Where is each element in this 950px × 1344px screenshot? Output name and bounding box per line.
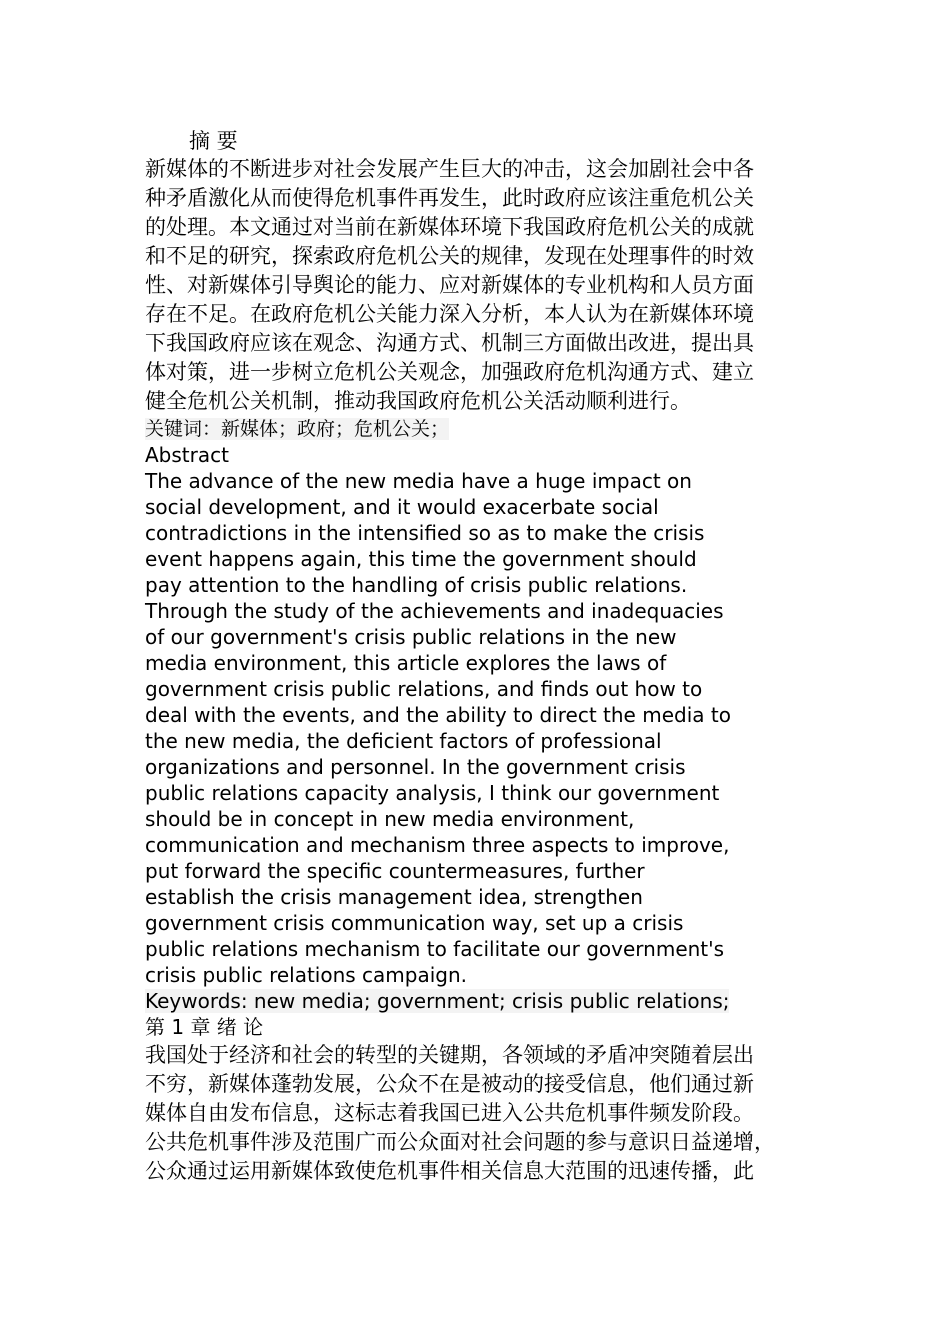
en-abstract-line: Through the study of the achievements and inadequacies: [145, 599, 724, 623]
en-abstract-heading: Abstract: [145, 443, 229, 467]
en-abstract-line: deal with the events, and the ability to direct the media to: [145, 703, 731, 727]
cn-keywords-text: 关键词：新媒体；政府；危机公关；: [145, 418, 450, 440]
chapter-body: [145, 1041, 805, 1186]
en-abstract-line: put forward the specific countermeasures, further: [145, 859, 645, 883]
cn-abstract-line: 下我国政府应该在观念、沟通方式、机制三方面做出改进，提出具: [145, 331, 754, 355]
cn-abstract-line: 和不足的研究，探索政府危机公关的规律，发现在处理事件的时效: [145, 244, 754, 268]
document-content: [145, 128, 810, 1186]
cn-abstract-title: 摘 要: [189, 129, 238, 153]
cn-abstract-line: 种矛盾激化从而使得危机事件再发生，此时政府应该注重危机公关: [145, 186, 754, 210]
en-abstract-line: public relations capacity analysis, I think our government: [145, 781, 720, 805]
chapter-heading: 第 1 章 绪 论: [145, 1015, 264, 1039]
cn-abstract-line: 的处理。本文通过对当前在新媒体环境下我国政府危机公关的成就: [145, 215, 754, 239]
en-abstract-line: government crisis public relations, and finds out how to: [145, 677, 703, 701]
en-abstract-body: [145, 468, 810, 988]
cn-keywords: [145, 416, 810, 442]
chapter-line: 公共危机事件涉及范围广而公众面对社会问题的参与意识日益递增，: [145, 1130, 775, 1154]
en-abstract-line: crisis public relations campaign.: [145, 963, 468, 987]
chapter-line: 媒体自由发布信息，这标志着我国已进入公共危机事件频发阶段。: [145, 1101, 754, 1125]
en-abstract-line: The advance of the new media have a huge impact on: [145, 469, 692, 493]
cn-abstract-body: [145, 155, 805, 416]
chapter-line: 公众通过运用新媒体致使危机事件相关信息大范围的迅速传播，此: [145, 1159, 754, 1183]
en-abstract-line: contradictions in the intensified so as to make the crisis: [145, 521, 705, 545]
cn-abstract-line: 新媒体的不断进步对社会发展产生巨大的冲击，这会加剧社会中各: [145, 157, 754, 181]
en-abstract-line: communication and mechanism three aspects to improve,: [145, 833, 730, 857]
en-abstract-line: government crisis communication way, set up a crisis: [145, 911, 684, 935]
cn-abstract-line: 体对策，进一步树立危机公关观念，加强政府危机沟通方式、建立: [145, 360, 754, 384]
en-abstract-line: event happens again, this time the government should: [145, 547, 697, 571]
en-abstract-line: of our government's crisis public relations in the new: [145, 625, 677, 649]
en-keywords-text: Keywords: new media; government; crisis public relations;: [145, 989, 730, 1013]
cn-abstract-line: 存在不足。在政府危机公关能力深入分析，本人认为在新媒体环境: [145, 302, 754, 326]
chapter-line: 不穷，新媒体蓬勃发展，公众不在是被动的接受信息，他们通过新: [145, 1072, 754, 1096]
cn-abstract-line: 性、对新媒体引导舆论的能力、应对新媒体的专业机构和人员方面: [145, 273, 754, 297]
en-abstract-line: should be in concept in new media environment,: [145, 807, 635, 831]
en-abstract-line: public relations mechanism to facilitate our government's: [145, 937, 725, 961]
en-abstract-line: organizations and personnel. In the government crisis: [145, 755, 686, 779]
en-abstract-line: media environment, this article explores the laws of: [145, 651, 667, 675]
en-keywords: [145, 988, 810, 1014]
cn-abstract-line: 健全危机公关机制，推动我国政府危机公关活动顺利进行。: [145, 389, 691, 413]
chapter-line: 我国处于经济和社会的转型的关键期，各领域的矛盾冲突随着层出: [145, 1043, 754, 1067]
en-abstract-line: social development, and it would exacerbate social: [145, 495, 659, 519]
en-abstract-line: the new media, the deficient factors of professional: [145, 729, 662, 753]
en-abstract-line: establish the crisis management idea, strengthen: [145, 885, 643, 909]
en-abstract-line: pay attention to the handling of crisis public relations.: [145, 573, 688, 597]
